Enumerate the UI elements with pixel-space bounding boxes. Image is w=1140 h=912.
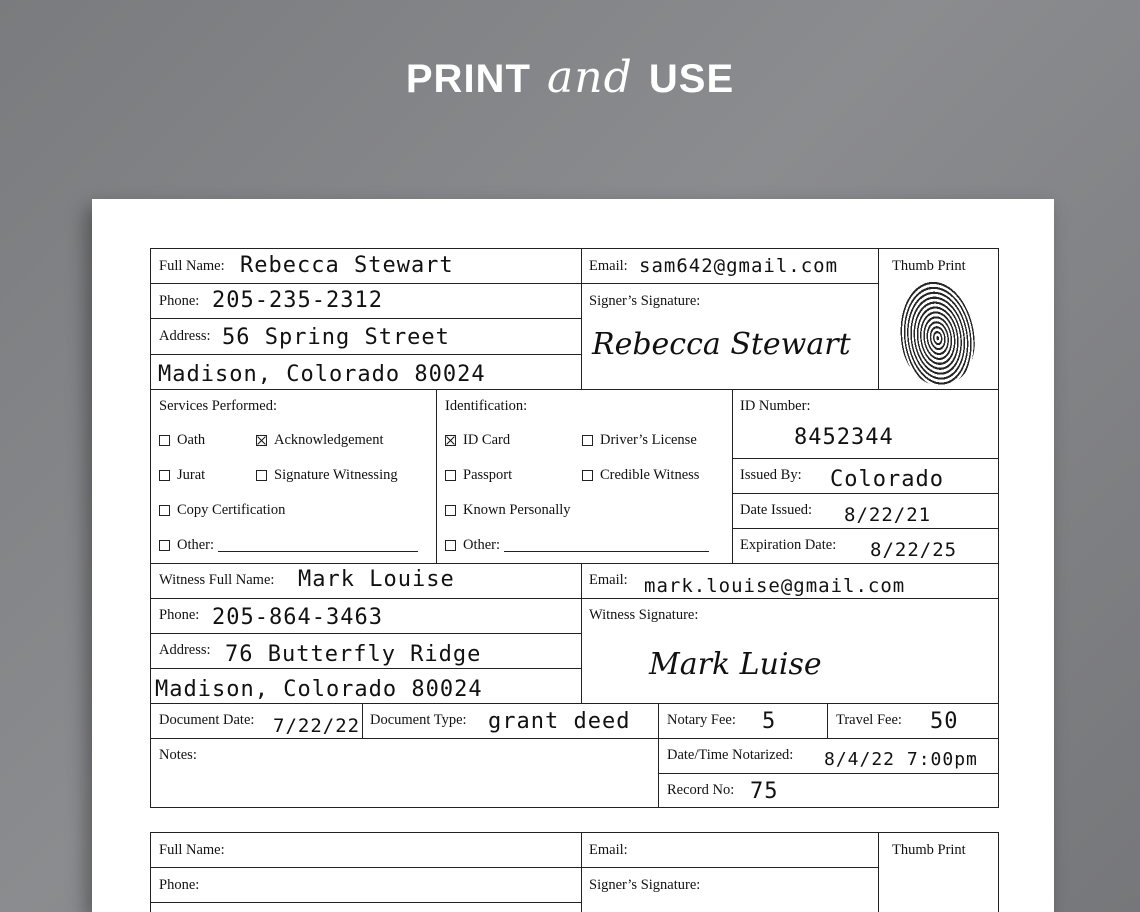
service-oath-label: Oath xyxy=(177,432,206,448)
checkbox-icon xyxy=(159,470,170,481)
expiration-date-label: Expiration Date: xyxy=(740,537,837,553)
service-copy-certification-label: Copy Certification xyxy=(177,502,286,518)
services-performed-label: Services Performed: xyxy=(159,398,277,414)
witness-signature-value: Mark Luise xyxy=(649,647,822,682)
witness-full-name-label: Witness Full Name: xyxy=(159,572,275,588)
checkbox-icon xyxy=(445,540,456,551)
checked-checkbox-icon xyxy=(445,435,456,446)
address-line2-value: Madison, Colorado 80024 xyxy=(158,362,486,387)
id-drivers-license[interactable] xyxy=(582,432,697,449)
email-label-2: Email: xyxy=(589,842,628,858)
service-copy-certification[interactable] xyxy=(159,502,285,519)
headline-use: USE xyxy=(648,57,735,101)
checkbox-icon xyxy=(256,470,267,481)
id-passport[interactable] xyxy=(445,467,512,484)
id-credible-witness[interactable] xyxy=(582,467,699,484)
address-divider xyxy=(150,354,581,355)
thumb-print-label-2: Thumb Print xyxy=(892,842,966,858)
id-other-label: Other: xyxy=(463,537,501,553)
checkbox-icon xyxy=(159,540,170,551)
service-oath[interactable] xyxy=(159,432,205,449)
signers-signature-label: Signer’s Signature: xyxy=(589,293,701,309)
service-signature-witnessing[interactable] xyxy=(256,467,398,484)
thumb-print-label: Thumb Print xyxy=(892,258,966,274)
id-known-personally[interactable] xyxy=(445,502,571,519)
document-type-value: grant deed xyxy=(488,709,631,734)
signer-signature-value: Rebecca Stewart xyxy=(592,327,851,362)
id-number-label: ID Number: xyxy=(740,398,811,414)
email-label: Email: xyxy=(589,258,628,274)
checkbox-icon xyxy=(582,435,593,446)
other-line xyxy=(504,539,709,552)
witness-address-line1-value: 76 Butterfly Ridge xyxy=(225,642,482,667)
address-line1-value: 56 Spring Street xyxy=(222,325,450,350)
headline xyxy=(0,52,1140,103)
issued-by-value: Colorado xyxy=(830,467,944,492)
witness-address-label: Address: xyxy=(159,642,211,658)
journal-page xyxy=(92,199,1054,912)
signers-signature-label-2: Signer’s Signature: xyxy=(589,877,701,893)
phone-label-2: Phone: xyxy=(159,877,200,893)
id-passport-label: Passport xyxy=(463,467,513,483)
travel-fee-value: 50 xyxy=(930,709,959,734)
service-acknowledgement[interactable] xyxy=(256,432,384,449)
id-known-personally-label: Known Personally xyxy=(463,502,571,518)
notary-fee-value: 5 xyxy=(762,709,777,734)
travel-fee-label: Travel Fee: xyxy=(836,712,902,728)
service-signature-witnessing-label: Signature Witnessing xyxy=(274,467,398,483)
address-label: Address: xyxy=(159,328,211,344)
headline-and: and xyxy=(547,52,633,103)
notes-label: Notes: xyxy=(159,747,197,763)
document-date-label: Document Date: xyxy=(159,712,255,728)
id-credible-witness-label: Credible Witness xyxy=(600,467,700,483)
expiration-date-value: 8/22/25 xyxy=(870,539,958,561)
phone-label: Phone: xyxy=(159,293,200,309)
checkbox-icon xyxy=(159,505,170,516)
identification-label: Identification: xyxy=(445,398,528,414)
phone-value: 205-235-2312 xyxy=(212,288,383,313)
service-jurat[interactable] xyxy=(159,467,205,484)
witness-signature-label: Witness Signature: xyxy=(589,607,699,623)
id-drivers-license-label: Driver’s License xyxy=(600,432,697,448)
document-date-value: 7/22/22 xyxy=(273,715,361,737)
witness-full-name-value: Mark Louise xyxy=(298,567,455,592)
phone-cell-2 xyxy=(150,867,582,903)
headline-print: PRINT xyxy=(405,57,531,101)
date-issued-label: Date Issued: xyxy=(740,502,813,518)
witness-address-line2-value: Madison, Colorado 80024 xyxy=(155,677,483,702)
email-value: sam642@gmail.com xyxy=(639,255,839,277)
record-no-value: 75 xyxy=(750,779,779,804)
witness-phone-label: Phone: xyxy=(159,607,200,623)
checkbox-icon xyxy=(445,505,456,516)
service-jurat-label: Jurat xyxy=(177,467,206,483)
service-other[interactable] xyxy=(159,537,418,554)
checked-checkbox-icon xyxy=(256,435,267,446)
service-other-label: Other: xyxy=(177,537,215,553)
service-acknowledgement-label: Acknowledgement xyxy=(274,432,384,448)
full-name-value: Rebecca Stewart xyxy=(240,253,454,278)
witness-email-label: Email: xyxy=(589,572,628,588)
checkbox-icon xyxy=(445,470,456,481)
id-number-value: 8452344 xyxy=(794,425,894,450)
notes-cell xyxy=(150,738,659,808)
date-time-notarized-value: 8/4/22 7:00pm xyxy=(824,749,978,770)
full-name-label: Full Name: xyxy=(159,258,225,274)
checkbox-icon xyxy=(159,435,170,446)
witness-phone-value: 205-864-3463 xyxy=(212,605,383,630)
witness-email-value: mark.louise@gmail.com xyxy=(644,575,906,597)
record-no-label: Record No: xyxy=(667,782,735,798)
date-time-notarized-label: Date/Time Notarized: xyxy=(667,747,794,763)
id-id-card[interactable] xyxy=(445,432,510,449)
document-type-label: Document Type: xyxy=(370,712,467,728)
full-name-label-2: Full Name: xyxy=(159,842,225,858)
checkbox-icon xyxy=(582,470,593,481)
id-id-card-label: ID Card xyxy=(463,432,511,448)
date-issued-value: 8/22/21 xyxy=(844,504,932,526)
id-other[interactable] xyxy=(445,537,709,554)
address-cell-2 xyxy=(150,902,582,912)
witness-address-divider xyxy=(150,668,581,669)
notary-fee-label: Notary Fee: xyxy=(667,712,736,728)
issued-by-label: Issued By: xyxy=(740,467,802,483)
other-line xyxy=(218,539,418,552)
